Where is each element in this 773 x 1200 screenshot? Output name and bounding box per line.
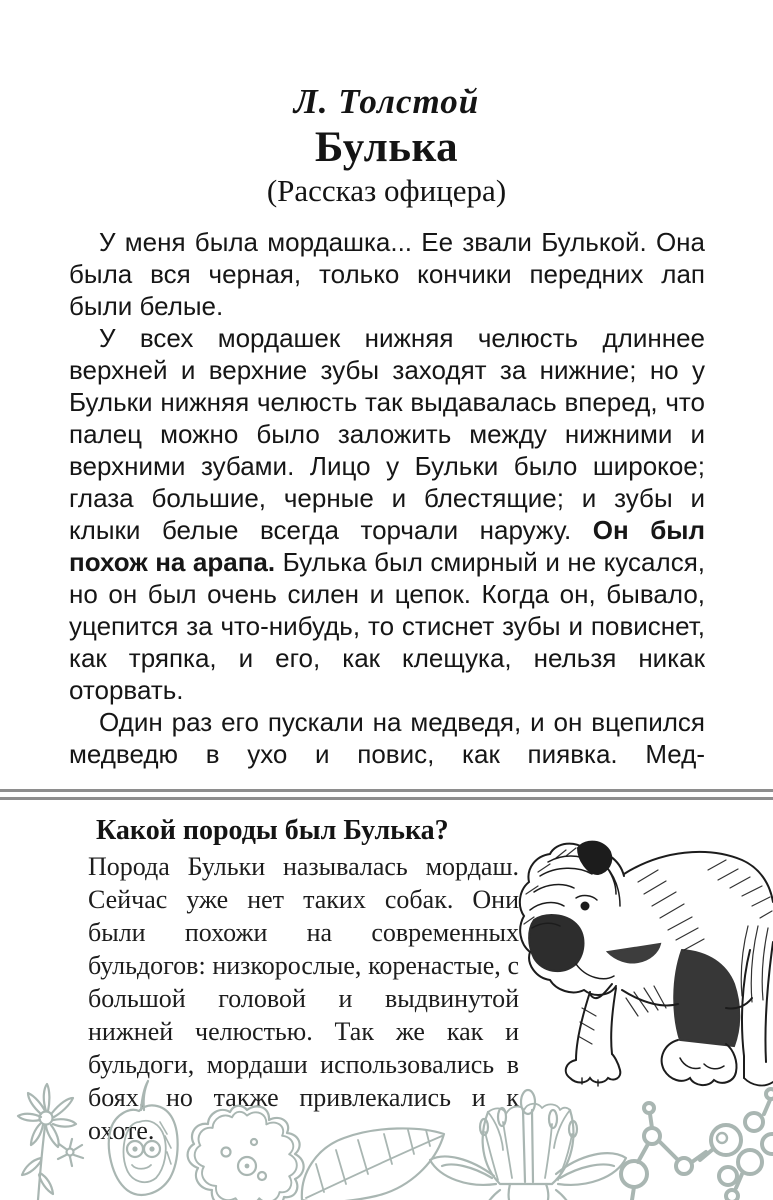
paragraph-2-plain-end: Булька был смирный и не кусался, но он был очень силен и цепок. Когда он, бывало, уцепится за что-нибудь, то стиснет зубы и повиснет, как тряпка, и его, как клещука, нельзя никак оторвать. [69, 547, 705, 705]
bulldog-illustration [512, 832, 773, 1094]
paragraph-2-plain-start: У всех мордашек нижняя челюсть длиннее верхней и верхние зубы заходят за нижние; но у Бульки нижняя челюсть так выдавалась вперед, что палец можно было заложить между нижними и верхними зубами. Лицо у Бульки было широкое; глаза большие, черные и блестящие; и зубы и клыки белые всегда торчали наружу. [69, 323, 705, 545]
story-paragraph-2 [69, 322, 705, 706]
apple-half-icon [109, 1081, 178, 1195]
story-paragraph-1: У меня была мордашка... Ее звали Булькой. Она была вся черная, только кончики передних лап были белые. [69, 227, 705, 321]
story-subtitle: (Рассказ офицера) [266, 173, 507, 208]
author-name: Л. Толстой [293, 82, 480, 121]
story-text [69, 226, 705, 770]
daisy-flower-icon [18, 1084, 83, 1200]
molecule-cluster-icon [621, 1089, 773, 1200]
amoeba-icon [188, 1106, 304, 1200]
section-divider [0, 789, 773, 800]
footer-decorations [0, 1078, 773, 1200]
infobox-heading: Какой породы был Булька? [96, 815, 449, 846]
page-title: Булька [314, 124, 459, 171]
paragraph-2-bold-phrase: Он был похож на арапа. [69, 515, 706, 577]
story-paragraph-3: Один раз его пускали на медведя, и он вцепился медведю в ухо и повис, как пиявка. Мед- [69, 707, 705, 769]
flower-cross-section-icon [430, 1090, 626, 1200]
title-block [0, 82, 773, 209]
infobox-body: Порода Бульки называлась мордаш. Сейчас уже нет таких собак. Они были похожи на современных бульдогов: низкорослые, коренастые, с большой головой и выдвинутой нижней челюстью. Так же как и бульдоги, мордаши использовались в боях, но также привлекались и к охоте. [88, 852, 519, 1145]
leaf-icon [302, 1128, 444, 1200]
